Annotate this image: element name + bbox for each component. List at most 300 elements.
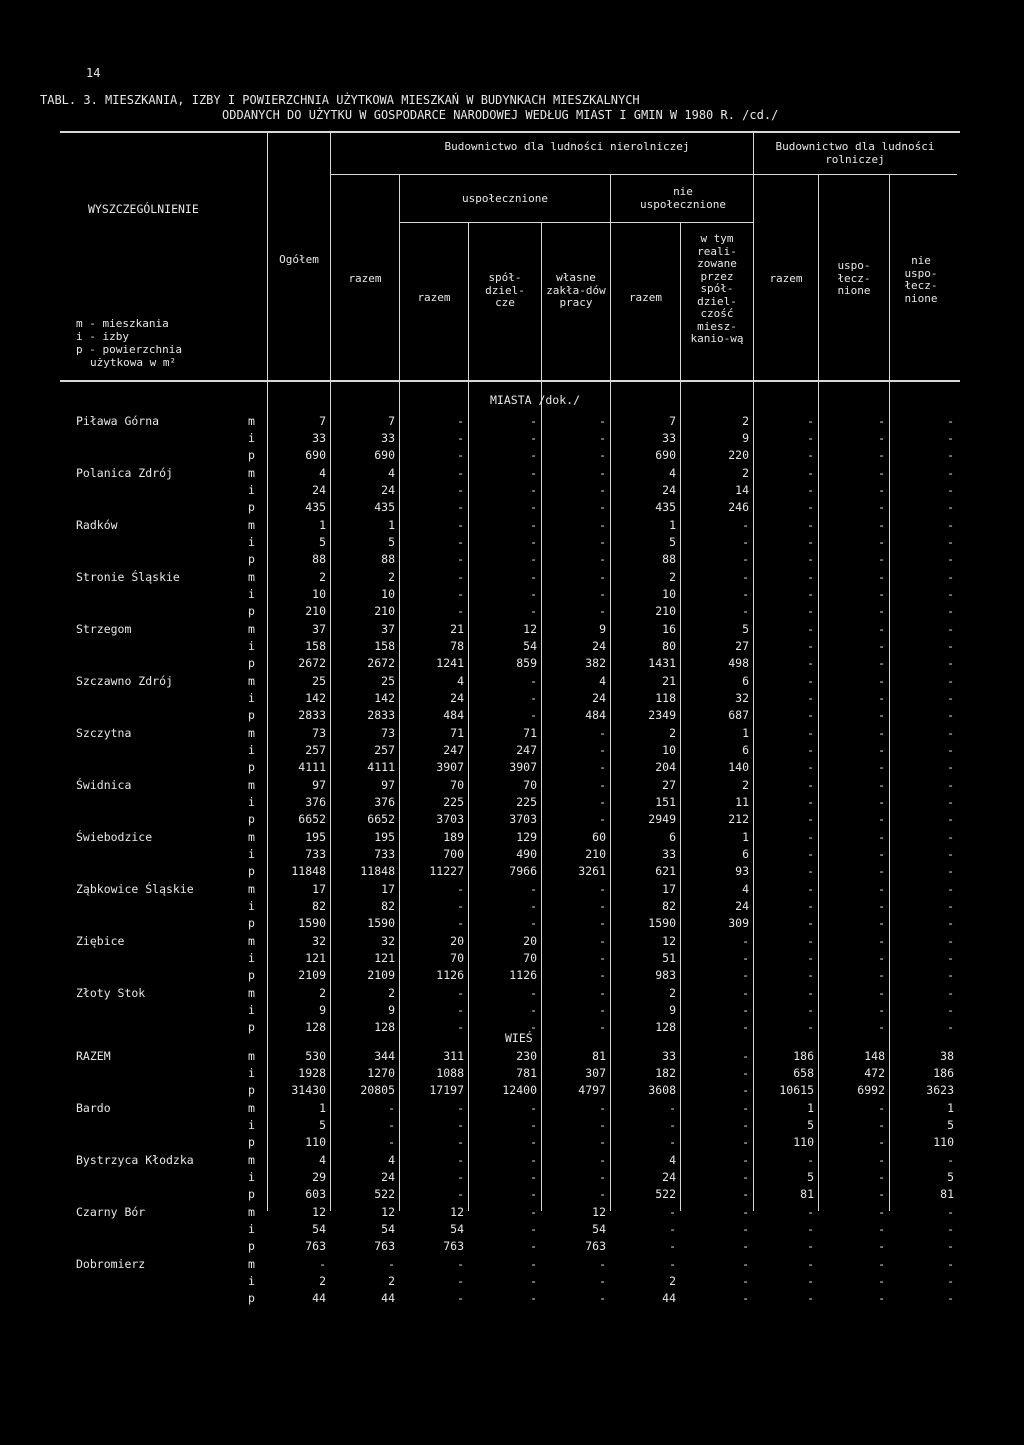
table-cell: - xyxy=(878,570,885,584)
table-cell: - xyxy=(457,1274,464,1288)
row-code: p xyxy=(248,812,255,826)
table-cell: 2349 xyxy=(648,708,676,722)
table-cell: 4111 xyxy=(298,760,326,774)
table-cell: - xyxy=(530,414,537,428)
table-cell: - xyxy=(319,1257,326,1271)
table-cell: - xyxy=(807,1257,814,1271)
table-cell: - xyxy=(878,500,885,514)
table-cell: 2 xyxy=(669,570,676,584)
table-cell: 257 xyxy=(374,743,395,757)
table-cell: - xyxy=(457,1118,464,1132)
table-cell: 9 xyxy=(599,622,606,636)
table-cell: - xyxy=(530,1170,537,1184)
row-code: i xyxy=(248,1274,255,1288)
table-title-line1: TABL. 3. MIESZKANIA, IZBY I POWIERZCHNIA UŻYTKOWA MIESZKAŃ W BUDYNKACH MIESZKALNYCH xyxy=(40,93,640,107)
table-cell: - xyxy=(742,934,749,948)
table-cell: - xyxy=(742,1003,749,1017)
table-cell: - xyxy=(947,968,954,982)
table-cell: 44 xyxy=(312,1291,326,1305)
table-cell: 1126 xyxy=(509,968,537,982)
table-cell: - xyxy=(807,656,814,670)
table-cell: - xyxy=(457,604,464,618)
table-cell: 121 xyxy=(374,951,395,965)
table-cell: 11 xyxy=(735,795,749,809)
table-cell: - xyxy=(947,864,954,878)
table-cell: 1431 xyxy=(648,656,676,670)
table-cell: - xyxy=(599,934,606,948)
table-cell: - xyxy=(669,1101,676,1115)
table-cell: 690 xyxy=(374,448,395,462)
row-code: m xyxy=(248,778,255,792)
row-label: Świebodzice xyxy=(76,830,153,844)
table-cell: 81 xyxy=(940,1187,954,1201)
table-cell: - xyxy=(947,466,954,480)
table-cell: 33 xyxy=(381,431,395,445)
row-code: m xyxy=(248,726,255,740)
table-cell: 25 xyxy=(381,674,395,688)
table-cell: - xyxy=(947,847,954,861)
table-cell: - xyxy=(807,986,814,1000)
table-cell: - xyxy=(599,1170,606,1184)
table-cell: 472 xyxy=(864,1066,885,1080)
table-cell: 73 xyxy=(381,726,395,740)
table-cell: 2 xyxy=(388,986,395,1000)
table-cell: - xyxy=(807,448,814,462)
table-cell: 9 xyxy=(669,1003,676,1017)
row-code: p xyxy=(248,1291,255,1305)
table-cell: - xyxy=(599,500,606,514)
table-cell: - xyxy=(457,1257,464,1271)
table-cell: - xyxy=(457,1153,464,1167)
table-cell: - xyxy=(599,1291,606,1305)
table-cell: - xyxy=(947,1222,954,1236)
table-cell: - xyxy=(742,1205,749,1219)
table-cell: 186 xyxy=(793,1049,814,1063)
table-cell: - xyxy=(530,674,537,688)
row-code: p xyxy=(248,864,255,878)
table-cell: 2672 xyxy=(298,656,326,670)
table-cell: - xyxy=(457,483,464,497)
table-cell: 11848 xyxy=(360,864,395,878)
table-cell: - xyxy=(807,414,814,428)
table-cell: - xyxy=(947,899,954,913)
table-cell: 4 xyxy=(388,1153,395,1167)
table-cell: 7 xyxy=(388,414,395,428)
table-cell: - xyxy=(947,934,954,948)
table-cell: - xyxy=(742,1274,749,1288)
table-cell: - xyxy=(878,830,885,844)
table-cell: 10 xyxy=(662,743,676,757)
table-cell: 1 xyxy=(319,1101,326,1115)
table-cell: - xyxy=(878,1274,885,1288)
row-code: p xyxy=(248,656,255,670)
table-cell: 1590 xyxy=(648,916,676,930)
table-cell: 158 xyxy=(305,639,326,653)
row-code: i xyxy=(248,1170,255,1184)
table-cell: 382 xyxy=(585,656,606,670)
table-cell: - xyxy=(878,760,885,774)
table-cell: 27 xyxy=(662,778,676,792)
table-cell: 93 xyxy=(735,864,749,878)
table-cell: - xyxy=(947,795,954,809)
table-cell: 78 xyxy=(450,639,464,653)
table-cell: - xyxy=(599,760,606,774)
table-cell: 54 xyxy=(312,1222,326,1236)
col-nieuspol: nie uspołecznione xyxy=(639,185,727,211)
table-cell: 31430 xyxy=(291,1083,326,1097)
table-cell: 37 xyxy=(381,622,395,636)
table-cell: - xyxy=(807,483,814,497)
table-cell: - xyxy=(878,1170,885,1184)
table-cell: 1088 xyxy=(436,1066,464,1080)
table-cell: - xyxy=(947,1153,954,1167)
table-cell: 781 xyxy=(516,1066,537,1080)
table-cell: 5 xyxy=(742,622,749,636)
row-label: Świdnica xyxy=(76,778,132,792)
table-cell: - xyxy=(530,466,537,480)
table-cell: - xyxy=(599,414,606,428)
table-cell: 10 xyxy=(662,587,676,601)
table-cell: 33 xyxy=(662,431,676,445)
header-bottom-rule xyxy=(60,380,960,382)
table-cell: - xyxy=(947,951,954,965)
table-cell: - xyxy=(599,604,606,618)
table-cell: - xyxy=(807,795,814,809)
row-code: m xyxy=(248,986,255,1000)
table-cell: - xyxy=(599,882,606,896)
header-top-rule xyxy=(60,131,960,133)
page-number: 14 xyxy=(86,66,101,80)
table-cell: 33 xyxy=(312,431,326,445)
table-cell: - xyxy=(947,882,954,896)
table-cell: 247 xyxy=(443,743,464,757)
row-code: i xyxy=(248,431,255,445)
table-cell: 690 xyxy=(655,448,676,462)
table-cell: - xyxy=(457,518,464,532)
table-cell: 7966 xyxy=(509,864,537,878)
table-cell: 3907 xyxy=(436,760,464,774)
table-cell: - xyxy=(878,587,885,601)
table-cell: 3703 xyxy=(436,812,464,826)
table-cell: - xyxy=(457,1101,464,1115)
table-cell: - xyxy=(878,795,885,809)
table-cell: 733 xyxy=(374,847,395,861)
table-cell: 54 xyxy=(592,1222,606,1236)
table-cell: - xyxy=(742,1153,749,1167)
table-cell: 1 xyxy=(947,1101,954,1115)
vrule-7 xyxy=(680,222,681,1211)
table-cell: 24 xyxy=(662,483,676,497)
table-cell: - xyxy=(457,1170,464,1184)
table-cell: 17 xyxy=(381,882,395,896)
row-code: i xyxy=(248,587,255,601)
table-cell: - xyxy=(807,535,814,549)
table-cell: 81 xyxy=(800,1187,814,1201)
col-ag-uspol: uspo-łecz-nione xyxy=(837,259,871,297)
table-cell: 2 xyxy=(388,1274,395,1288)
table-cell: 210 xyxy=(585,847,606,861)
table-cell: 4 xyxy=(319,466,326,480)
table-cell: 158 xyxy=(374,639,395,653)
table-title-line2: ODDANYCH DO UŻYTKU W GOSPODARCE NARODOWEJ WEDŁUG MIAST I GMIN W 1980 R. /cd./ xyxy=(222,108,779,122)
table-cell: - xyxy=(599,1257,606,1271)
table-cell: - xyxy=(947,1274,954,1288)
header-rule-1 xyxy=(330,174,957,175)
table-cell: 54 xyxy=(450,1222,464,1236)
table-cell: - xyxy=(947,604,954,618)
table-cell: - xyxy=(878,552,885,566)
table-cell: - xyxy=(742,1101,749,1115)
table-cell: 687 xyxy=(728,708,749,722)
table-cell: 2 xyxy=(388,570,395,584)
table-cell: - xyxy=(669,1118,676,1132)
table-cell: - xyxy=(388,1118,395,1132)
table-cell: - xyxy=(947,656,954,670)
table-cell: - xyxy=(947,587,954,601)
table-cell: - xyxy=(947,1291,954,1305)
row-code: p xyxy=(248,1187,255,1201)
table-cell: - xyxy=(947,674,954,688)
table-cell: - xyxy=(878,448,885,462)
table-cell: 24 xyxy=(312,483,326,497)
table-cell: 4 xyxy=(388,466,395,480)
table-cell: - xyxy=(807,552,814,566)
table-cell: 128 xyxy=(305,1020,326,1034)
table-cell: 2949 xyxy=(648,812,676,826)
row-code: m xyxy=(248,518,255,532)
col-ogolem: Ogółem xyxy=(279,253,319,266)
table-cell: - xyxy=(530,500,537,514)
section-title: WIEŚ xyxy=(505,1031,533,1045)
table-cell: - xyxy=(599,1274,606,1288)
table-cell: - xyxy=(947,1239,954,1253)
table-cell: 311 xyxy=(443,1049,464,1063)
table-cell: - xyxy=(947,986,954,1000)
table-cell: - xyxy=(878,535,885,549)
table-cell: - xyxy=(807,847,814,861)
table-cell: 2 xyxy=(319,1274,326,1288)
table-cell: 110 xyxy=(305,1135,326,1149)
table-cell: - xyxy=(388,1135,395,1149)
table-cell: 435 xyxy=(374,500,395,514)
table-cell: - xyxy=(530,1291,537,1305)
table-cell: - xyxy=(742,986,749,1000)
table-cell: 71 xyxy=(523,726,537,740)
row-label: Strzegom xyxy=(76,622,132,636)
table-cell: - xyxy=(807,622,814,636)
table-cell: 2672 xyxy=(367,656,395,670)
table-cell: - xyxy=(530,1274,537,1288)
table-cell: - xyxy=(947,639,954,653)
table-cell: - xyxy=(742,1118,749,1132)
table-cell: - xyxy=(457,882,464,896)
table-cell: 247 xyxy=(516,743,537,757)
table-cell: 21 xyxy=(662,674,676,688)
table-cell: - xyxy=(947,1020,954,1034)
table-cell: 82 xyxy=(662,899,676,913)
table-cell: 38 xyxy=(940,1049,954,1063)
row-code: i xyxy=(248,1118,255,1132)
col-razem-2: razem xyxy=(417,291,451,304)
table-cell: - xyxy=(599,448,606,462)
row-label: Stronie Śląskie xyxy=(76,570,180,584)
table-cell: 1241 xyxy=(436,656,464,670)
table-cell: 344 xyxy=(374,1049,395,1063)
table-cell: - xyxy=(878,726,885,740)
table-cell: 70 xyxy=(450,951,464,965)
table-cell: - xyxy=(742,968,749,982)
table-cell: 5 xyxy=(319,535,326,549)
row-code: i xyxy=(248,691,255,705)
table-cell: - xyxy=(388,1101,395,1115)
table-cell: - xyxy=(742,1066,749,1080)
table-cell: - xyxy=(807,899,814,913)
table-cell: 763 xyxy=(443,1239,464,1253)
table-cell: 2 xyxy=(742,778,749,792)
row-code: m xyxy=(248,1257,255,1271)
row-label: Piława Górna xyxy=(76,414,160,428)
table-cell: - xyxy=(878,1239,885,1253)
table-cell: - xyxy=(599,518,606,532)
table-cell: - xyxy=(457,916,464,930)
row-code: p xyxy=(248,1020,255,1034)
row-label: Dobromierz xyxy=(76,1257,146,1271)
table-cell: 2833 xyxy=(367,708,395,722)
table-cell: - xyxy=(669,1257,676,1271)
table-cell: - xyxy=(807,951,814,965)
table-cell: - xyxy=(530,1118,537,1132)
table-cell: - xyxy=(599,1020,606,1034)
table-cell: 32 xyxy=(381,934,395,948)
table-cell: - xyxy=(742,951,749,965)
table-cell: - xyxy=(530,604,537,618)
table-cell: - xyxy=(599,552,606,566)
table-cell: - xyxy=(530,448,537,462)
table-cell: 142 xyxy=(374,691,395,705)
table-cell: 5 xyxy=(319,1118,326,1132)
table-cell: - xyxy=(742,1083,749,1097)
table-cell: - xyxy=(947,708,954,722)
table-cell: 20 xyxy=(450,934,464,948)
table-cell: 88 xyxy=(662,552,676,566)
table-cell: - xyxy=(878,1205,885,1219)
table-cell: - xyxy=(878,1101,885,1115)
table-cell: 6652 xyxy=(298,812,326,826)
table-cell: - xyxy=(599,743,606,757)
table-cell: 12 xyxy=(662,934,676,948)
table-cell: - xyxy=(947,483,954,497)
row-code: m xyxy=(248,674,255,688)
table-cell: 195 xyxy=(305,830,326,844)
table-cell: - xyxy=(878,1187,885,1201)
table-cell: - xyxy=(457,899,464,913)
table-cell: - xyxy=(742,1291,749,1305)
table-cell: 4111 xyxy=(367,760,395,774)
table-cell: 44 xyxy=(381,1291,395,1305)
table-cell: - xyxy=(878,812,885,826)
table-cell: - xyxy=(807,812,814,826)
table-cell: 4 xyxy=(669,1153,676,1167)
table-cell: 25 xyxy=(312,674,326,688)
table-cell: 128 xyxy=(374,1020,395,1034)
table-cell: 2 xyxy=(742,466,749,480)
table-cell: 128 xyxy=(655,1020,676,1034)
table-cell: 1590 xyxy=(367,916,395,930)
table-cell: - xyxy=(878,518,885,532)
table-cell: 376 xyxy=(305,795,326,809)
table-cell: - xyxy=(457,448,464,462)
vrule-4 xyxy=(468,222,469,1211)
table-cell: - xyxy=(457,1135,464,1149)
table-cell: 32 xyxy=(735,691,749,705)
row-code: i xyxy=(248,483,255,497)
table-cell: 4797 xyxy=(578,1083,606,1097)
table-cell: - xyxy=(457,552,464,566)
table-cell: - xyxy=(807,708,814,722)
row-code: i xyxy=(248,535,255,549)
table-cell: 6992 xyxy=(857,1083,885,1097)
table-cell: 1 xyxy=(669,518,676,532)
table-cell: 10 xyxy=(381,587,395,601)
row-code: m xyxy=(248,882,255,896)
table-cell: 859 xyxy=(516,656,537,670)
table-cell: 118 xyxy=(655,691,676,705)
table-cell: - xyxy=(947,552,954,566)
legend-p: p - powierzchnia xyxy=(76,343,182,356)
table-cell: - xyxy=(947,448,954,462)
col-nonag: Budownictwo dla ludności nierolniczej xyxy=(444,140,690,153)
table-cell: 376 xyxy=(374,795,395,809)
row-code: i xyxy=(248,1003,255,1017)
table-cell: - xyxy=(878,778,885,792)
table-cell: - xyxy=(807,500,814,514)
table-cell: 29 xyxy=(312,1170,326,1184)
table-cell: - xyxy=(599,1003,606,1017)
table-cell: - xyxy=(878,847,885,861)
table-cell: 10615 xyxy=(779,1083,814,1097)
table-cell: - xyxy=(599,535,606,549)
row-label: Bystrzyca Kłodzka xyxy=(76,1153,194,1167)
table-cell: - xyxy=(742,1239,749,1253)
table-cell: 70 xyxy=(523,951,537,965)
table-cell: - xyxy=(807,1222,814,1236)
table-cell: - xyxy=(878,951,885,965)
table-cell: - xyxy=(807,726,814,740)
col-wtym: w tym reali-zowane przez spół-dziel-czość miesz-kanio-wą xyxy=(690,232,744,345)
table-cell: 54 xyxy=(381,1222,395,1236)
table-cell: 17 xyxy=(662,882,676,896)
table-cell: - xyxy=(530,1257,537,1271)
table-cell: - xyxy=(530,1135,537,1149)
table-cell: - xyxy=(599,968,606,982)
table-cell: 2 xyxy=(669,1274,676,1288)
table-cell: 17 xyxy=(312,882,326,896)
row-code: p xyxy=(248,968,255,982)
table-cell: - xyxy=(457,1020,464,1034)
table-cell: - xyxy=(599,1135,606,1149)
row-code: m xyxy=(248,830,255,844)
col-razem-1: razem xyxy=(348,272,382,285)
row-label: Ziębice xyxy=(76,934,125,948)
table-cell: - xyxy=(878,1118,885,1132)
table-cell: - xyxy=(807,882,814,896)
table-cell: 1590 xyxy=(298,916,326,930)
table-cell: 195 xyxy=(374,830,395,844)
table-cell: 70 xyxy=(450,778,464,792)
table-cell: - xyxy=(878,414,885,428)
table-cell: - xyxy=(878,466,885,480)
table-cell: - xyxy=(947,1257,954,1271)
